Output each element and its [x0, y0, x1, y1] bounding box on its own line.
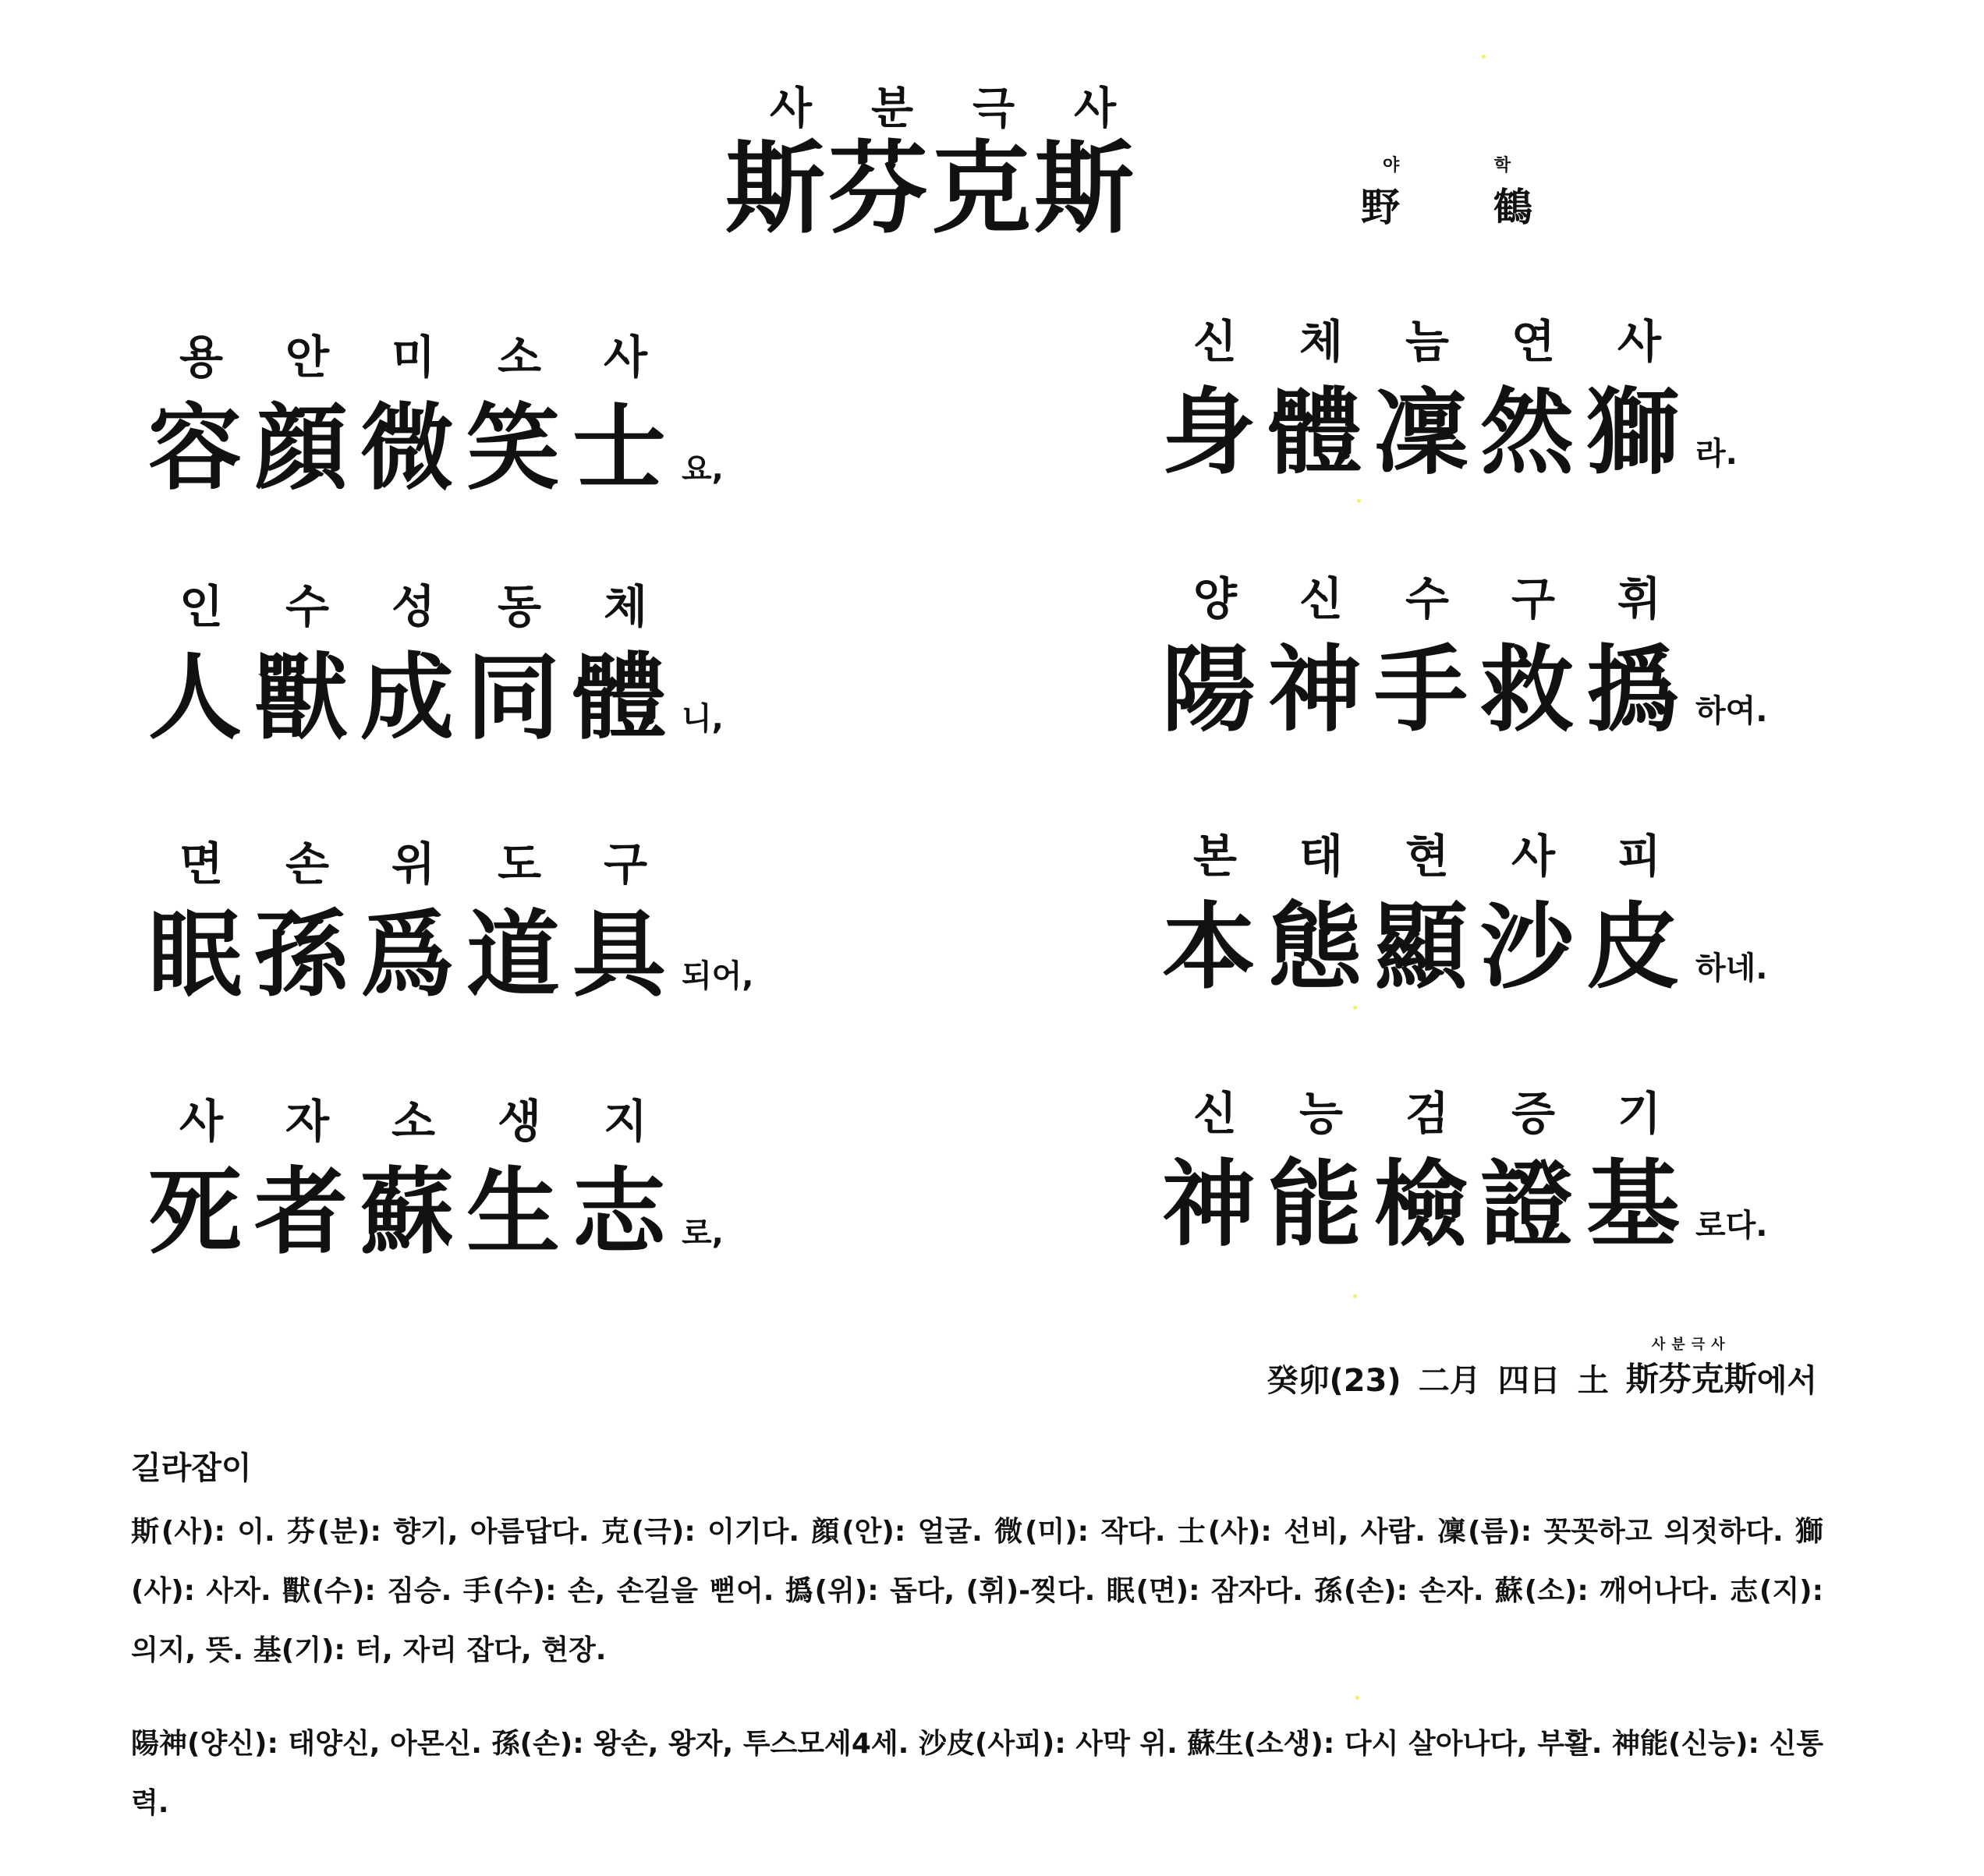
ruby-char: 위	[391, 837, 436, 890]
scan-speck	[1353, 1294, 1357, 1298]
ruby-char: 체	[603, 580, 648, 633]
ruby-char: 안	[285, 331, 330, 384]
ruby-char: 사	[1511, 830, 1556, 883]
author-reading	[1361, 152, 1532, 176]
date-month: 二月	[1418, 1363, 1481, 1399]
date-day: 四日	[1497, 1363, 1561, 1399]
verse-reading	[148, 838, 753, 893]
ruby-char: 구	[1511, 572, 1556, 625]
glossary-paragraph-1: 斯(사): 이. 芬(분): 향기, 아름답다. 克(극): 이기다. 顔(안): 얼굴. 微(미): 작다. 士(사): 선비, 사람. 凜(름): 꼿꼿하고 의젓하다. 獅(사): 사자. 獸(수): 짐승. 手(수): 손, 손길을 뻗어. 撝(위): 돕다, (휘)-찢다. 眠(면): 잠자다. 孫(손): 손자. 蘇(소): 깨어나다. 志(지): 의지, 뜻. 基(기): 터, 자리 잡다, 현장.	[131, 1516, 1823, 1666]
glossary-paragraph-2: 陽神(양신): 태양신, 아몬신. 孫(손): 왕손, 왕자, 투스모세4세. 沙皮(사피): 사막 위. 蘇生(소생): 다시 살아나다, 부활. 神能(신능): 신통력.	[131, 1728, 1823, 1819]
verse-left-1	[148, 331, 724, 503]
verse-hanja: 容顔微笑士	[148, 393, 678, 503]
title-ruby-char: 분	[870, 83, 916, 134]
verse-right-2	[1162, 572, 1768, 745]
verse-reading	[148, 1096, 724, 1150]
verse-ending: 니,	[682, 701, 724, 737]
place-reading: 사분극사	[1651, 1336, 1731, 1353]
ruby-char: 성	[391, 580, 436, 633]
ruby-char: 신	[1192, 315, 1238, 368]
ruby-char: 수	[285, 580, 330, 633]
verse-ending: 로,	[682, 1216, 724, 1251]
ruby-char: 자	[285, 1095, 330, 1148]
title-ruby-char: 사	[1073, 83, 1118, 134]
title-reading	[725, 74, 1162, 136]
ruby-char: 검	[1405, 1087, 1450, 1140]
verse-hanja: 眠孫爲道具	[148, 900, 678, 1010]
verse-reading	[148, 331, 724, 386]
ruby-char: 신	[1298, 572, 1344, 625]
verse-ending: 로다.	[1695, 1208, 1768, 1244]
glossary	[131, 1439, 1823, 1833]
verse-ending: 요,	[682, 451, 724, 487]
verse-hanja: 人獸成同體	[148, 642, 678, 752]
author-block	[1361, 152, 1532, 232]
date-year: 癸卯(23)	[1267, 1363, 1401, 1399]
place-suffix: 에서	[1756, 1363, 1817, 1399]
ruby-char: 사	[1617, 315, 1662, 368]
verse-hanja: 死者蘇生志	[148, 1157, 678, 1267]
title-ruby-char: 극	[972, 83, 1017, 134]
scan-speck	[1482, 55, 1486, 58]
verse-ending: 되어,	[682, 958, 754, 994]
author-ruby-char: 야	[1383, 156, 1400, 175]
ruby-char: 능	[1298, 1087, 1344, 1140]
ruby-char: 늠	[1405, 315, 1450, 368]
verse-hanja: 神能檢證基	[1162, 1149, 1692, 1259]
author-name-char: 野	[1361, 184, 1400, 230]
verse-reading	[1162, 1088, 1767, 1142]
ruby-char: 면	[179, 837, 224, 890]
ruby-char: 태	[1298, 830, 1344, 883]
ruby-char: 체	[1298, 315, 1344, 368]
ruby-char: 증	[1511, 1087, 1556, 1140]
verse-reading	[1162, 316, 1738, 370]
ruby-char: 손	[285, 837, 330, 890]
ruby-char: 휘	[1617, 572, 1662, 625]
ruby-char: 미	[391, 331, 436, 384]
verse-ending: 하여.	[1695, 693, 1768, 729]
place-name-wrap	[1626, 1333, 1757, 1400]
verse-reading	[1162, 830, 1767, 885]
ruby-char: 본	[1192, 830, 1238, 883]
verse-hanja: 本態顯沙皮	[1162, 892, 1692, 1002]
ruby-char: 사	[603, 331, 648, 384]
ruby-char: 소	[497, 331, 542, 384]
verse-left-3	[148, 837, 754, 1010]
ruby-char: 기	[1617, 1087, 1662, 1140]
verse-reading	[148, 581, 724, 635]
date-weekday: 土	[1577, 1363, 1609, 1399]
ruby-char: 신	[1192, 1087, 1238, 1140]
verse-right-1	[1162, 315, 1738, 487]
glossary-heading: 길라잡이	[131, 1450, 252, 1486]
date-place	[1626, 1333, 1817, 1400]
ruby-char: 피	[1617, 830, 1662, 883]
verse-ending: 라.	[1695, 436, 1738, 472]
ruby-char: 양	[1192, 572, 1238, 625]
ruby-char: 소	[391, 1095, 436, 1148]
ruby-char: 동	[497, 580, 542, 633]
place-name: 斯芬克斯	[1625, 1360, 1757, 1398]
author-name	[1361, 176, 1532, 232]
scan-speck	[1355, 1696, 1359, 1700]
ruby-char: 도	[497, 837, 542, 890]
ruby-char: 용	[179, 331, 224, 384]
verse-hanja: 身體凜然獅	[1162, 377, 1692, 487]
ruby-char: 구	[603, 837, 648, 890]
author-name-char: 鶴	[1493, 184, 1532, 230]
ruby-char: 인	[179, 580, 224, 633]
verse-ending: 하네.	[1695, 950, 1768, 986]
scan-speck	[1353, 1006, 1357, 1010]
verse-right-4	[1162, 1087, 1768, 1259]
ruby-char: 사	[179, 1095, 224, 1148]
ruby-char: 지	[603, 1095, 648, 1148]
verse-reading	[1162, 573, 1767, 628]
title-block	[725, 74, 1162, 247]
ruby-char: 연	[1511, 315, 1556, 368]
ruby-char: 수	[1405, 572, 1450, 625]
title-ruby-char: 사	[769, 83, 814, 134]
author-ruby-char: 학	[1493, 156, 1511, 175]
poem-title: 斯芬克斯	[725, 130, 1138, 247]
verse-left-2	[148, 580, 724, 752]
scan-speck	[1357, 499, 1361, 503]
date-line	[1146, 1333, 1817, 1400]
ruby-char: 생	[497, 1095, 542, 1148]
verse-right-3	[1162, 830, 1768, 1002]
ruby-char: 현	[1405, 830, 1450, 883]
verse-hanja: 陽神手救撝	[1162, 635, 1692, 745]
verse-left-4	[148, 1095, 724, 1267]
